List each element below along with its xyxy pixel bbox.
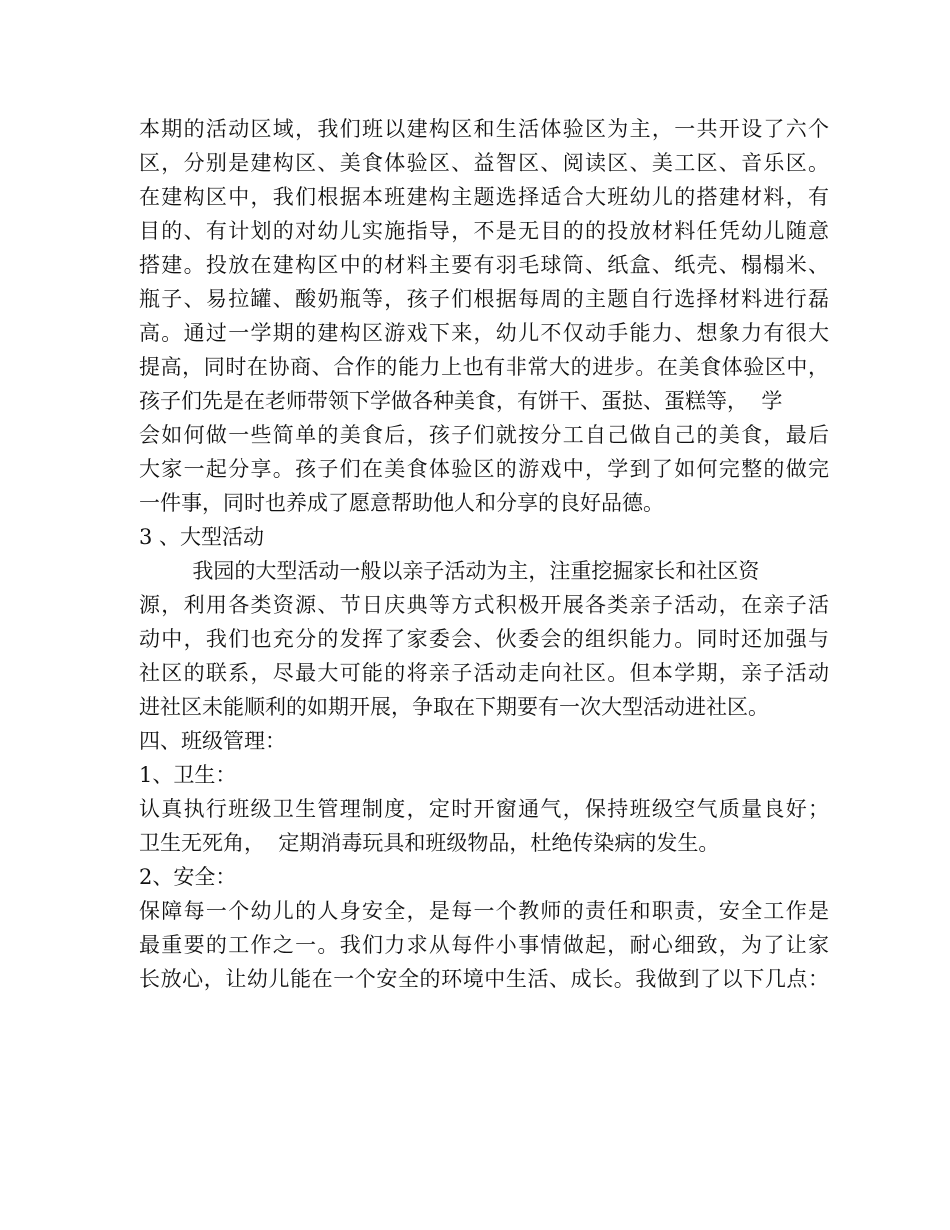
paragraph-line: 搭建。投放在建构区中的材料主要有羽毛球筒、纸盒、纸壳、榻榻米、 [139, 253, 829, 277]
paragraph-line: 目的、有计划的对幼儿实施指导，不是无目的的投放材料任凭幼儿随意 [139, 219, 829, 243]
paragraph-line: 动中，我们也充分的发挥了家委会、伙委会的组织能力。同时还加强与 [139, 627, 829, 651]
section-heading: 四、班级管理： [139, 729, 286, 753]
paragraph-line: 瓶子、易拉罐、酸奶瓶等，孩子们根据每周的主题自行选择材料进行磊 [139, 287, 829, 311]
paragraph-line: 最重要的工作之一。我们力求从每件小事情做起，耐心细致，为了让家 [139, 933, 829, 957]
subsection-heading: 2、安全： [139, 865, 237, 889]
paragraph-line: 源，利用各类资源、节日庆典等方式积极开展各类亲子活动，在亲子活 [139, 593, 829, 617]
paragraph-line: 保障每一个幼儿的人身安全，是每一个教师的责任和职责，安全工作是 [139, 899, 829, 923]
paragraph-line: 长放心，让幼儿能在一个安全的环境中生活、成长。我做到了以下几点： [139, 967, 829, 991]
paragraph-line: 大家一起分享。孩子们在美食体验区的游戏中，学到了如何完整的做完 [139, 457, 829, 481]
paragraph-line: 认真执行班级卫生管理制度，定时开窗通气，保持班级空气质量良好； [139, 797, 829, 821]
paragraph-line: 孩子们先是在老师带领下学做各种美食，有饼干、蛋挞、蛋糕等， 学 [139, 389, 783, 413]
subsection-heading: 1、卫生： [139, 763, 237, 787]
paragraph-line: 社区的联系，尽最大可能的将亲子活动走向社区。但本学期，亲子活动 [139, 661, 829, 685]
paragraph-line: 在建构区中，我们根据本班建构主题选择适合大班幼儿的搭建材料，有 [139, 185, 829, 209]
paragraph-line: 高。通过一学期的建构区游戏下来，幼儿不仅动手能力、想象力有很大 [139, 321, 829, 345]
paragraph-line: 区，分别是建构区、美食体验区、益智区、阅读区、美工区、音乐区。 [139, 151, 829, 175]
paragraph-line: 会如何做一些简单的美食后，孩子们就按分工自己做自己的美食，最后 [139, 423, 829, 447]
document-body [139, 112, 829, 996]
paragraph-line: 本期的活动区域，我们班以建构区和生活体验区为主，一共开设了六个 [139, 117, 829, 141]
paragraph-line: 卫生无死角， 定期消毒玩具和班级物品，杜绝传染病的发生。 [139, 831, 720, 855]
paragraph-line: 我园的大型活动一般以亲子活动为主，注重挖掘家长和社区资 [139, 559, 760, 583]
paragraph-line: 一件事，同时也养成了愿意帮助他人和分享的良好品德。 [139, 491, 664, 515]
paragraph-line: 进社区未能顺利的如期开展，争取在下期要有一次大型活动进社区。 [139, 695, 769, 719]
section-heading: 3 、大型活动 [139, 525, 265, 549]
paragraph-line: 提高，同时在协商、合作的能力上也有非常大的进步。在美食体验区中， [139, 355, 829, 379]
